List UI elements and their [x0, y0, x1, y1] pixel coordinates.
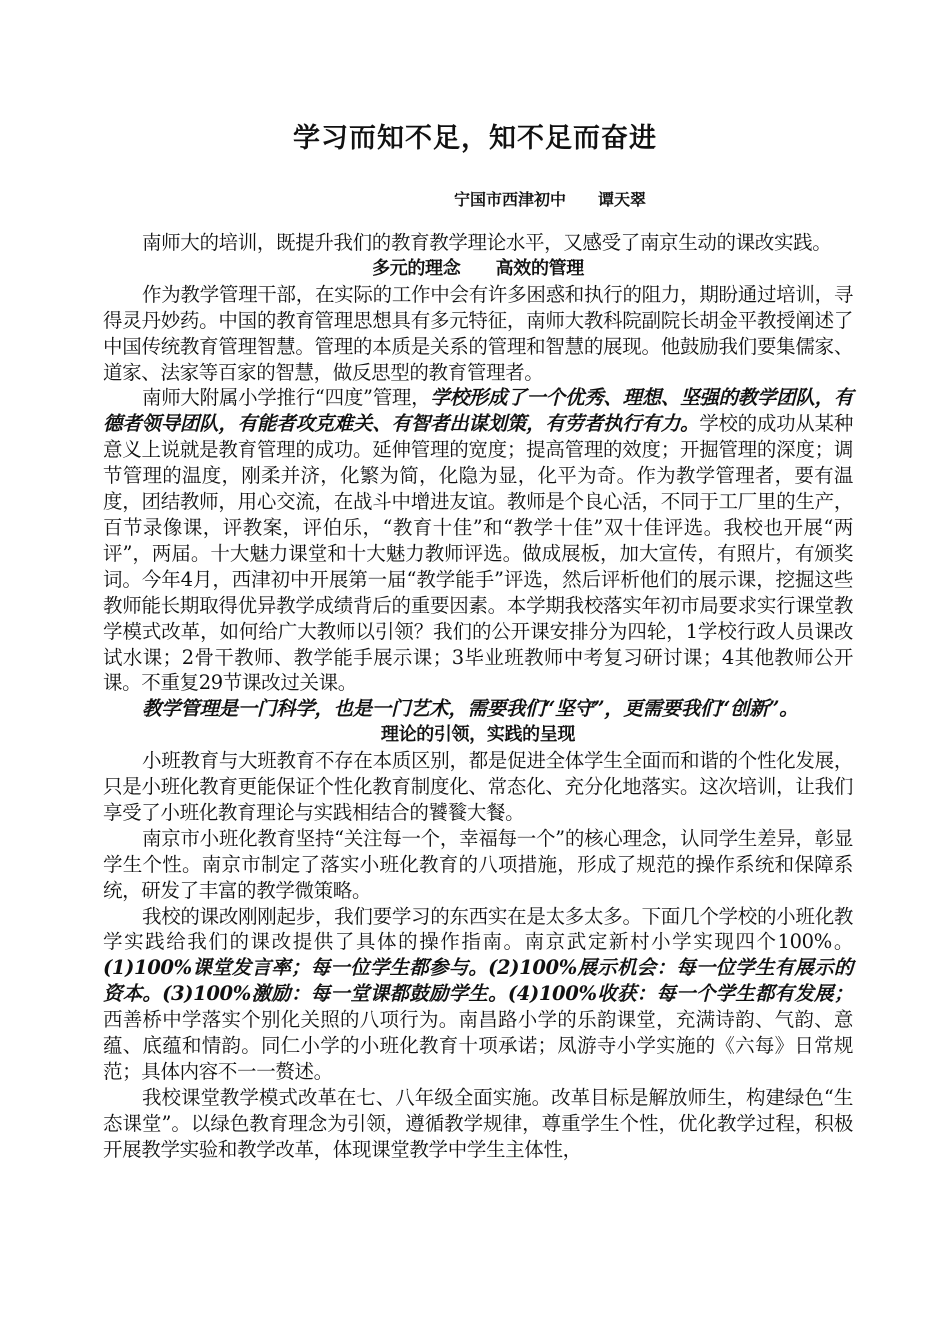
paragraph-reform: 我校课堂教学模式改革在七、八年级全面实施。改革目标是解放师生，构建绿色“生态课堂”。以绿色教育理念为引领，遵循教学规律，尊重学生个性，优化教学过程，积极开展教学实验和教学改革，体现课堂教学中学生主体性， [103, 1085, 853, 1161]
author-line: 宁国市西津初中 谭天翠 [454, 190, 647, 209]
document-body [103, 230, 853, 1163]
paragraph-small-class: 小班教育与大班教育不存在本质区别，都是促进全体学生全面而和谐的个性化发展，只是小班化教育更能保证个性化教育制度化、常态化、充分化地落实。这次培训，让我们享受了小班化教育理论与实践相结合的饕餮大餐。 [103, 749, 853, 824]
paragraph-text: 南师大附属小学推行“四度”管理， [142, 386, 431, 410]
paragraph-four-degrees [103, 385, 853, 696]
paragraph-text: 我校的课改刚刚起步，我们要学习的东西实在是太多太多。下面几个学校的小班化教学实践给我们的课改提供了具体的操作指南。南京武定新村小学实现四个100%。 [103, 904, 853, 954]
document-title: 学习而知不足，知不足而奋进 [293, 123, 657, 154]
paragraph-text: 学校的成功从某种意义上说就是教育管理的成功。延伸管理的宽度；提高管理的效度；开掘管理的深度；调节管理的温度，刚柔并济，化繁为简，化隐为显，化平为奇。作为教学管理者，要有温度，团结教师，用心交流，在战斗中增进友谊。教师是个良心活，不同于工厂里的生产，百节录像课，评教案，评伯乐，“教育十佳”和“教学十佳”双十佳评选。我校也开展“两评”，两届。十大魅力课堂和十大魅力教师评选。做成展板，加大宣传，有照片，有颁奖词。今年4月，西津初中开展第一届“教学能手”评选，然后评析他们的展示课，挖掘这些教师能长期取得优异教学成绩背后的重要因素。本学期我校落实年初市局要求实行课堂教学模式改革，如何给广大教师以引领？我们的公开课安排分为四轮，1学校行政人员课改试水课；2骨干教师、教学能手展示课；3毕业班教师中考复习研讨课；4其他教师公开课。不重复29节课改过关课。 [103, 412, 853, 695]
paragraph-school-practice [103, 904, 853, 1085]
emphasized-text: (1)100%课堂发言率；每一位学生都参与。(2)100%展示机会：每一位学生有展示的资本。(3)100%激励：每一堂课都鼓励学生。(4)100%收获：每一个学生都有发展； [103, 956, 853, 1006]
paragraph-nanjing: 南京市小班化教育坚持“关注每一个，幸福每一个”的核心理念，认同学生差异，彰显学生个性。南京市制定了落实小班化教育的八项措施，形成了规范的操作系统和保障系统，研发了丰富的教学微策略。 [103, 826, 853, 902]
paragraph-emphasis-science-art: 教学管理是一门科学，也是一门艺术，需要我们“坚守”，更需要我们“创新”。 [142, 697, 799, 721]
emphasized-text: 学校形成了一个优秀、理想、坚强的教学团队，有德者领导团队，有能者攻克难关、有智者出谋划策，有劳者执行有力。 [103, 386, 853, 436]
section-heading-management: 多元的理念 高效的管理 [372, 257, 584, 279]
paragraph-text: 西善桥中学落实个别化关照的八项行为。南昌路小学的乐韵课堂，充满诗韵、气韵、意蕴、底蕴和情韵。同仁小学的小班化教育十项承诺；凤游寺小学实施的《六每》日常规范；具体内容不一一赘述。 [103, 1008, 853, 1083]
section-heading-theory: 理论的引领，实践的呈现 [380, 724, 576, 746]
paragraph-intro: 南师大的培训，既提升我们的教育教学理论水平，又感受了南京生动的课改实践。 [142, 231, 832, 254]
paragraph-management: 作为教学管理干部，在实际的工作中会有许多困惑和执行的阻力，期盼通过培训，寻得灵丹妙药。中国的教育管理思想具有多元特征，南师大教科院副院长胡金平教授阐述了中国传统教育管理智慧。管理的本质是关系的管理和智慧的展现。他鼓励我们要集儒家、道家、法家等百家的智慧，做反思型的教育管理者。 [103, 282, 853, 384]
